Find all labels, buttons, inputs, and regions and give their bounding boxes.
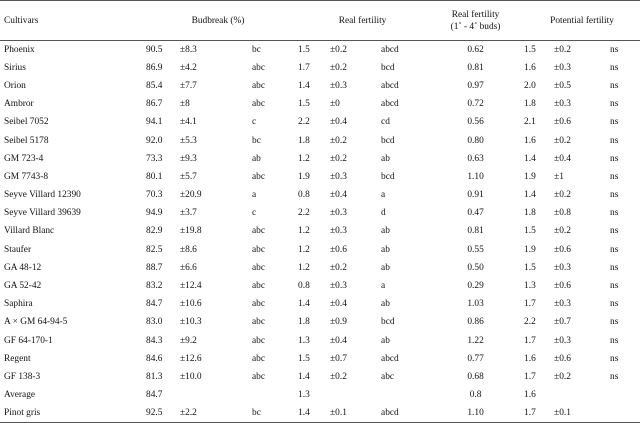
- budbreak-value-cell: 83.0: [146, 317, 163, 328]
- table-row: [0, 277, 640, 295]
- budbreak-letter-cell: c: [252, 208, 257, 219]
- real-fertility-value-cell: 1.5: [298, 99, 310, 110]
- budbreak-letter-cell: [228, 386, 298, 404]
- real-fertility-letter-cell: ab: [381, 262, 390, 273]
- cultivar-name-cell: GF 138-3: [4, 371, 41, 382]
- cultivar-name-cell: Seyve Villard 39639: [4, 208, 81, 219]
- potential-fertility-sd-cell: ±0.7: [554, 317, 571, 328]
- real-fertility-1-4-cell: 0.72: [467, 99, 484, 110]
- budbreak-value-cell: 84.3: [146, 335, 163, 346]
- real-fertility-value-cell: 1.4: [298, 299, 310, 310]
- header-real-fertility-1-4-buds: [427, 1, 524, 41]
- budbreak-value-cell: 81.3: [146, 371, 163, 382]
- potential-fertility-sd-cell: ±0.3: [554, 99, 571, 110]
- potential-fertility-value-cell: 1.7: [524, 404, 546, 422]
- cultivar-name-cell: Ambror: [4, 99, 34, 110]
- budbreak-sd-cell: ±3.7: [180, 208, 197, 219]
- potential-fertility-value-cell: 1.8: [524, 208, 536, 219]
- real-fertility-1-4-cell: 1.10: [427, 404, 524, 422]
- budbreak-value-cell: 86.7: [146, 99, 163, 110]
- real-fertility-1-4-cell: 0.56: [467, 117, 484, 128]
- budbreak-sd-cell: ±10.0: [180, 371, 202, 382]
- potential-fertility-value-cell: 1.6: [524, 62, 536, 73]
- potential-fertility-letter-cell: ns: [610, 371, 619, 382]
- header-potential-fertility: Potential fertility: [524, 1, 640, 41]
- real-fertility-value-cell: 1.8: [298, 135, 310, 146]
- real-fertility-letter-cell: ab: [381, 153, 390, 164]
- cultivar-name-cell: A × GM 64-94-5: [4, 317, 68, 328]
- potential-fertility-letter-cell: ns: [610, 117, 619, 128]
- cultivar-name-cell: Regent: [4, 353, 31, 364]
- budbreak-letter-cell: abc: [252, 371, 266, 382]
- table-row: [0, 131, 640, 149]
- real-fertility-sd-cell: ±0.2: [330, 62, 347, 73]
- budbreak-letter-cell: abc: [252, 281, 266, 292]
- potential-fertility-letter-cell: ns: [610, 80, 619, 91]
- cultivar-name-cell: Average: [4, 390, 36, 401]
- table-row: [0, 241, 640, 259]
- real-fertility-value-cell: 1.9: [298, 171, 310, 182]
- real-fertility-value-cell: 1.7: [298, 62, 310, 73]
- real-fertility-sd-cell: ±0.4: [330, 117, 347, 128]
- real-fertility-value-cell: 1.3: [298, 390, 310, 401]
- real-fertility-1-4-cell: 0.29: [467, 281, 484, 292]
- potential-fertility-letter-cell: ns: [610, 281, 619, 292]
- budbreak-sd-cell: ±5.7: [180, 171, 197, 182]
- cultivar-name-cell: GF 64-170-1: [4, 335, 53, 346]
- real-fertility-sd-cell: ±0.4: [330, 190, 347, 201]
- table-row: [0, 332, 640, 350]
- potential-fertility-sd-cell: ±0.1: [546, 404, 598, 422]
- real-fertility-1-4-cell: 0.68: [467, 371, 484, 382]
- budbreak-value-cell: 84.7: [146, 390, 163, 401]
- real-fertility-1-4-cell: 0.50: [467, 262, 484, 273]
- real-fertility-1-4-cell: 0.91: [467, 190, 484, 201]
- budbreak-letter-cell: ab: [252, 153, 261, 164]
- budbreak-letter-cell: abc: [252, 62, 266, 73]
- real-fertility-value-cell: 1.2: [298, 244, 310, 255]
- potential-fertility-letter-cell: ns: [610, 62, 619, 73]
- potential-fertility-value-cell: 1.5: [524, 44, 536, 55]
- real-fertility-value-cell: 1.3: [298, 335, 310, 346]
- potential-fertility-value-cell: 2.2: [524, 317, 536, 328]
- table-row: [0, 368, 640, 386]
- real-fertility-1-4-cell: 0.77: [467, 353, 484, 364]
- real-fertility-1-4-cell: 0.62: [467, 44, 484, 55]
- header-real-fertility: Real fertility: [298, 1, 427, 41]
- real-fertility-letter-cell: bcd: [381, 135, 395, 146]
- real-fertility-sd-cell: ±0.2: [330, 135, 347, 146]
- potential-fertility-sd-cell: ±0.6: [554, 244, 571, 255]
- budbreak-value-cell: 84.6: [146, 353, 163, 364]
- budbreak-sd-cell: ±20.9: [180, 190, 202, 201]
- real-fertility-sd-cell: ±0.3: [330, 80, 347, 91]
- real-fertility-value-cell: 1.2: [298, 262, 310, 273]
- table-row: [0, 168, 640, 186]
- real-fertility-sd-cell: ±0.3: [330, 281, 347, 292]
- real-fertility-letter-cell: [365, 386, 427, 404]
- potential-fertility-sd-cell: ±0.3: [554, 262, 571, 273]
- potential-fertility-value-cell: 1.9: [524, 171, 536, 182]
- potential-fertility-letter-cell: ns: [610, 335, 619, 346]
- potential-fertility-sd-cell: ±0.3: [554, 62, 571, 73]
- real-fertility-1-4-cell: 1.10: [467, 171, 484, 182]
- real-fertility-1-4-cell: 0.86: [467, 317, 484, 328]
- potential-fertility-sd-cell: ±1: [554, 171, 564, 182]
- real-fertility-letter-cell: abcd: [381, 44, 399, 55]
- potential-fertility-sd-cell: ±0.2: [554, 135, 571, 146]
- budbreak-sd-cell: [172, 386, 228, 404]
- real-fertility-sd-cell: ±0.2: [330, 153, 347, 164]
- real-fertility-value-cell: 1.5: [298, 353, 310, 364]
- table-row: [0, 113, 640, 131]
- potential-fertility-letter-cell: ns: [610, 99, 619, 110]
- header-row: [0, 1, 640, 41]
- potential-fertility-value-cell: 1.4: [524, 190, 536, 201]
- budbreak-sd-cell: ±12.4: [180, 281, 202, 292]
- real-fertility-letter-cell: ab: [381, 335, 390, 346]
- real-fertility-value-cell: 1.8: [298, 317, 310, 328]
- potential-fertility-letter-cell: [598, 386, 640, 404]
- budbreak-value-cell: 85.4: [146, 80, 163, 91]
- budbreak-letter-cell: abc: [252, 99, 266, 110]
- potential-fertility-sd-cell: ±0.2: [554, 371, 571, 382]
- potential-fertility-value-cell: 1.6: [524, 390, 536, 401]
- potential-fertility-sd-cell: ±0.3: [554, 299, 571, 310]
- cultivar-name-cell: GA 52-42: [4, 281, 42, 292]
- table-row: [0, 222, 640, 240]
- budbreak-value-cell: 73.3: [146, 153, 163, 164]
- budbreak-letter-cell: abc: [252, 262, 266, 273]
- cultivar-name-cell: Seyve Villard 12390: [4, 190, 81, 201]
- header-cultivars: Cultivars: [0, 1, 138, 41]
- table-header: [0, 1, 640, 41]
- potential-fertility-letter-cell: ns: [610, 226, 619, 237]
- real-fertility-1-4-cell: 0.55: [467, 244, 484, 255]
- potential-fertility-value-cell: 1.3: [524, 281, 536, 292]
- real-fertility-value-cell: 2.2: [298, 117, 310, 128]
- budbreak-value-cell: 84.7: [146, 299, 163, 310]
- real-fertility-sd-cell: ±0.2: [330, 262, 347, 273]
- table-row: [0, 186, 640, 204]
- budbreak-letter-cell: abc: [252, 80, 266, 91]
- real-fertility-1-4-cell: 0.80: [467, 135, 484, 146]
- table-row: [0, 404, 640, 422]
- real-fertility-letter-cell: abc: [381, 371, 395, 382]
- budbreak-letter-cell: c: [252, 117, 257, 128]
- table-row: [0, 150, 640, 168]
- real-fertility-letter-cell: ab: [381, 244, 390, 255]
- budbreak-sd-cell: ±4.2: [180, 62, 197, 73]
- budbreak-sd-cell: ±6.6: [180, 262, 197, 273]
- potential-fertility-value-cell: 1.7: [524, 299, 536, 310]
- real-fertility-value-cell: 0.8: [298, 190, 310, 201]
- budbreak-value-cell: 88.7: [146, 262, 163, 273]
- cultivar-name-cell: Sirius: [4, 62, 26, 73]
- budbreak-letter-cell: bc: [252, 44, 261, 55]
- header-budbreak: Budbreak (%): [138, 1, 298, 41]
- table-row: [0, 350, 640, 368]
- real-fertility-letter-cell: cd: [381, 117, 390, 128]
- real-fertility-1-4-cell: 0.97: [467, 80, 484, 91]
- potential-fertility-value-cell: 1.8: [524, 99, 536, 110]
- budbreak-value-cell: 92.0: [146, 135, 163, 146]
- real-fertility-sd-cell: ±0.2: [330, 371, 347, 382]
- budbreak-letter-cell: bc: [228, 404, 298, 422]
- real-fertility-1-4-cell: 0.81: [467, 62, 484, 73]
- cultivar-name-cell: Villard Blanc: [4, 226, 55, 237]
- potential-fertility-value-cell: 1.7: [524, 371, 536, 382]
- real-fertility-value-cell: 2.2: [298, 208, 310, 219]
- potential-fertility-value-cell: 1.9: [524, 244, 536, 255]
- real-fertility-1-4-cell: 0.81: [467, 226, 484, 237]
- potential-fertility-sd-cell: ±0.6: [554, 281, 571, 292]
- potential-fertility-sd-cell: ±0.6: [554, 353, 571, 364]
- real-fertility-letter-cell: ab: [381, 226, 390, 237]
- potential-fertility-letter-cell: ns: [610, 317, 619, 328]
- cultivar-name-cell: Saphira: [4, 299, 33, 310]
- real-fertility-value-cell: 1.5: [298, 44, 310, 55]
- potential-fertility-value-cell: 1.6: [524, 135, 536, 146]
- table-row: [0, 41, 640, 59]
- potential-fertility-sd-cell: ±0.8: [554, 208, 571, 219]
- potential-fertility-sd-cell: ±0.3: [554, 335, 571, 346]
- cultivar-name-cell: Seibel 5178: [4, 135, 49, 146]
- real-fertility-sd-cell: ±0.3: [330, 171, 347, 182]
- real-fertility-sd-cell: ±0.6: [330, 244, 347, 255]
- real-fertility-sd-cell: ±0.3: [330, 226, 347, 237]
- budbreak-value-cell: 70.3: [146, 190, 163, 201]
- budbreak-sd-cell: ±9.2: [180, 335, 197, 346]
- potential-fertility-letter-cell: [598, 404, 640, 422]
- potential-fertility-sd-cell: ±0.2: [554, 190, 571, 201]
- real-fertility-sd-cell: [320, 386, 365, 404]
- potential-fertility-letter-cell: ns: [610, 190, 619, 201]
- budbreak-sd-cell: ±8.6: [180, 244, 197, 255]
- budbreak-letter-cell: abc: [252, 226, 266, 237]
- table-row: [0, 95, 640, 113]
- real-fertility-value-cell: 1.2: [298, 153, 310, 164]
- potential-fertility-sd-cell: ±0.6: [554, 117, 571, 128]
- cultivar-name-cell: Staufer: [4, 244, 32, 255]
- real-fertility-sd-cell: ±0.2: [330, 44, 347, 55]
- budbreak-letter-cell: abc: [252, 335, 266, 346]
- real-fertility-sd-cell: ±0: [330, 99, 340, 110]
- potential-fertility-value-cell: 2.0: [524, 80, 536, 91]
- budbreak-sd-cell: ±10.3: [180, 317, 202, 328]
- real-fertility-value-cell: 0.8: [298, 281, 310, 292]
- potential-fertility-letter-cell: ns: [610, 153, 619, 164]
- real-fertility-letter-cell: ab: [381, 299, 390, 310]
- potential-fertility-value-cell: 2.1: [524, 117, 536, 128]
- budbreak-sd-cell: ±7.7: [180, 80, 197, 91]
- budbreak-letter-cell: abc: [252, 244, 266, 255]
- budbreak-sd-cell: ±10.6: [180, 299, 202, 310]
- potential-fertility-letter-cell: ns: [610, 208, 619, 219]
- budbreak-letter-cell: bc: [252, 135, 261, 146]
- real-fertility-value-cell: 1.2: [298, 226, 310, 237]
- budbreak-sd-cell: ±19.8: [180, 226, 202, 237]
- real-fertility-1-4-cell: 0.47: [467, 208, 484, 219]
- budbreak-letter-cell: abc: [252, 317, 266, 328]
- potential-fertility-letter-cell: ns: [610, 299, 619, 310]
- budbreak-sd-cell: ±5.3: [180, 135, 197, 146]
- table-row: [0, 204, 640, 222]
- potential-fertility-letter-cell: ns: [610, 244, 619, 255]
- budbreak-value-cell: 82.5: [146, 244, 163, 255]
- real-fertility-value-cell: 1.4: [298, 404, 320, 422]
- budbreak-sd-cell: ±4.1: [180, 117, 197, 128]
- cultivar-name-cell: GM 723-4: [4, 153, 44, 164]
- header-real-fertility-1-4-line1: Real fertility: [451, 9, 500, 20]
- potential-fertility-letter-cell: ns: [610, 135, 619, 146]
- potential-fertility-sd-cell: [546, 386, 598, 404]
- table-body: [0, 41, 640, 423]
- real-fertility-letter-cell: d: [381, 208, 386, 219]
- cultivar-name-cell: Pinot gris: [0, 404, 138, 422]
- potential-fertility-value-cell: 1.5: [524, 262, 536, 273]
- real-fertility-letter-cell: abcd: [365, 404, 427, 422]
- real-fertility-letter-cell: bcd: [381, 317, 395, 328]
- potential-fertility-value-cell: 1.5: [524, 226, 536, 237]
- real-fertility-sd-cell: ±0.1: [320, 404, 365, 422]
- cultivar-name-cell: GM 7743-8: [4, 171, 49, 182]
- budbreak-value-cell: 86.9: [146, 62, 163, 73]
- real-fertility-1-4-cell: 0.63: [467, 153, 484, 164]
- budbreak-value-cell: 94.9: [146, 208, 163, 219]
- budbreak-sd-cell: ±8.3: [180, 44, 197, 55]
- cultivar-name-cell: GA 48-12: [4, 262, 42, 273]
- budbreak-letter-cell: a: [252, 190, 257, 201]
- potential-fertility-value-cell: 1.6: [524, 353, 536, 364]
- real-fertility-sd-cell: ±0.3: [330, 208, 347, 219]
- budbreak-letter-cell: abc: [252, 353, 266, 364]
- cultivar-name-cell: Seibel 7052: [4, 117, 49, 128]
- potential-fertility-sd-cell: ±0.2: [554, 44, 571, 55]
- budbreak-value-cell: 80.1: [146, 171, 163, 182]
- budbreak-value-cell: 92.5: [138, 404, 172, 422]
- potential-fertility-sd-cell: ±0.2: [554, 226, 571, 237]
- potential-fertility-sd-cell: ±0.5: [554, 80, 571, 91]
- budbreak-sd-cell: ±12.6: [180, 353, 202, 364]
- budbreak-letter-cell: abc: [252, 299, 266, 310]
- table-row: [0, 295, 640, 313]
- table-row: [0, 259, 640, 277]
- budbreak-letter-cell: abc: [252, 171, 266, 182]
- budbreak-value-cell: 83.2: [146, 281, 163, 292]
- table-row: [0, 59, 640, 77]
- real-fertility-sd-cell: ±0.9: [330, 317, 347, 328]
- real-fertility-letter-cell: abcd: [381, 99, 399, 110]
- cultivar-name-cell: Phoenix: [4, 44, 35, 55]
- table-row: [0, 313, 640, 331]
- table-row: [0, 77, 640, 95]
- header-real-fertility-1-4-line2: (1˚ - 4˚ buds): [450, 21, 501, 32]
- real-fertility-letter-cell: abcd: [381, 80, 399, 91]
- real-fertility-value-cell: 1.4: [298, 80, 310, 91]
- real-fertility-value-cell: 1.4: [298, 371, 310, 382]
- potential-fertility-sd-cell: ±0.4: [554, 153, 571, 164]
- budbreak-value-cell: 94.1: [146, 117, 163, 128]
- real-fertility-letter-cell: bcd: [381, 62, 395, 73]
- potential-fertility-letter-cell: ns: [610, 262, 619, 273]
- real-fertility-1-4-cell: 1.22: [467, 335, 484, 346]
- cultivar-name-cell: Orion: [4, 80, 26, 91]
- potential-fertility-value-cell: 1.7: [524, 335, 536, 346]
- potential-fertility-letter-cell: ns: [610, 44, 619, 55]
- real-fertility-letter-cell: bcd: [381, 171, 395, 182]
- budbreak-value-cell: 82.9: [146, 226, 163, 237]
- real-fertility-sd-cell: ±0.7: [330, 353, 347, 364]
- potential-fertility-letter-cell: ns: [610, 171, 619, 182]
- real-fertility-letter-cell: a: [381, 190, 386, 201]
- budbreak-value-cell: 90.5: [146, 44, 163, 55]
- budbreak-sd-cell: ±8: [180, 99, 190, 110]
- table-row: [0, 386, 640, 404]
- real-fertility-letter-cell: abcd: [381, 353, 399, 364]
- potential-fertility-letter-cell: ns: [610, 353, 619, 364]
- budbreak-sd-cell: ±9.3: [180, 153, 197, 164]
- potential-fertility-value-cell: 1.4: [524, 153, 536, 164]
- real-fertility-letter-cell: a: [381, 281, 386, 292]
- budbreak-sd-cell: ±2.2: [172, 404, 228, 422]
- real-fertility-1-4-cell: 0.8: [469, 390, 482, 401]
- real-fertility-sd-cell: ±0.4: [330, 335, 347, 346]
- real-fertility-1-4-cell: 1.03: [467, 299, 484, 310]
- real-fertility-sd-cell: ±0.4: [330, 299, 347, 310]
